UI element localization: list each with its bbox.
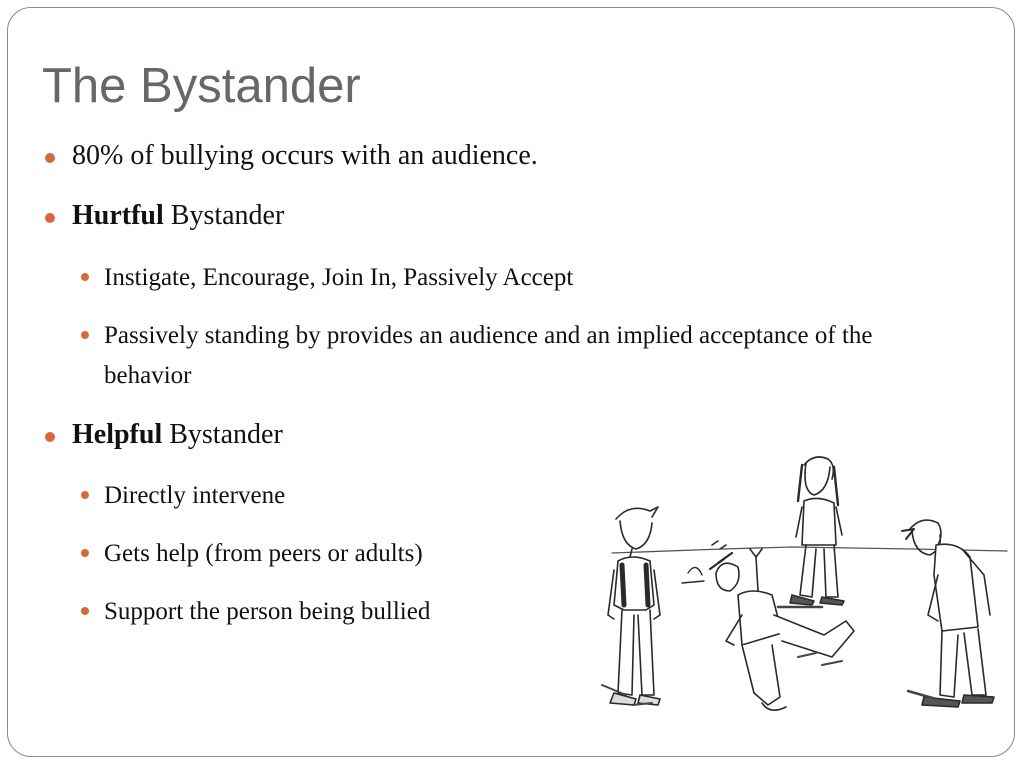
bullet-text: Instigate, Encourage, Join In, Passively Accept — [104, 264, 574, 291]
bullet-text: Bystander — [163, 200, 285, 231]
sub-bullet-passively-standing — [104, 316, 964, 396]
bullet-text: Gets help (from peers or adults) — [104, 540, 423, 567]
bystander-scene-illustration — [592, 445, 1012, 720]
right-boy-figure — [902, 520, 994, 707]
bullet-text: Bystander — [162, 419, 283, 450]
bullet-bold-text: Hurtful — [72, 200, 164, 231]
bullet-dot — [45, 153, 55, 163]
bullet-audience — [72, 140, 538, 172]
bullet-dot — [45, 432, 55, 442]
left-boy-figure — [602, 507, 660, 705]
fallen-boy-figure — [682, 541, 854, 710]
bullet-dot — [81, 607, 89, 615]
bullet-hurtful-bystander — [72, 200, 284, 232]
bullet-helpful-bystander — [72, 419, 283, 451]
bullet-dot — [81, 331, 89, 339]
sub-bullet-instigate — [104, 258, 964, 298]
bullet-dot — [81, 273, 89, 281]
bullet-dot — [81, 491, 89, 499]
bullet-text: Directly intervene — [104, 482, 286, 509]
bullet-text: Support the person being bullied — [104, 598, 431, 625]
slide-title: The Bystander — [42, 59, 361, 113]
bullet-text: 80% of bullying occurs with an audience. — [72, 140, 538, 171]
bullet-text: Passively standing by provides an audience and an implied acceptance of the behavior — [104, 322, 873, 389]
bullet-dot — [81, 549, 89, 557]
bullet-dot — [45, 213, 55, 223]
bullet-bold-text: Helpful — [72, 419, 163, 450]
center-girl-figure — [778, 457, 844, 607]
